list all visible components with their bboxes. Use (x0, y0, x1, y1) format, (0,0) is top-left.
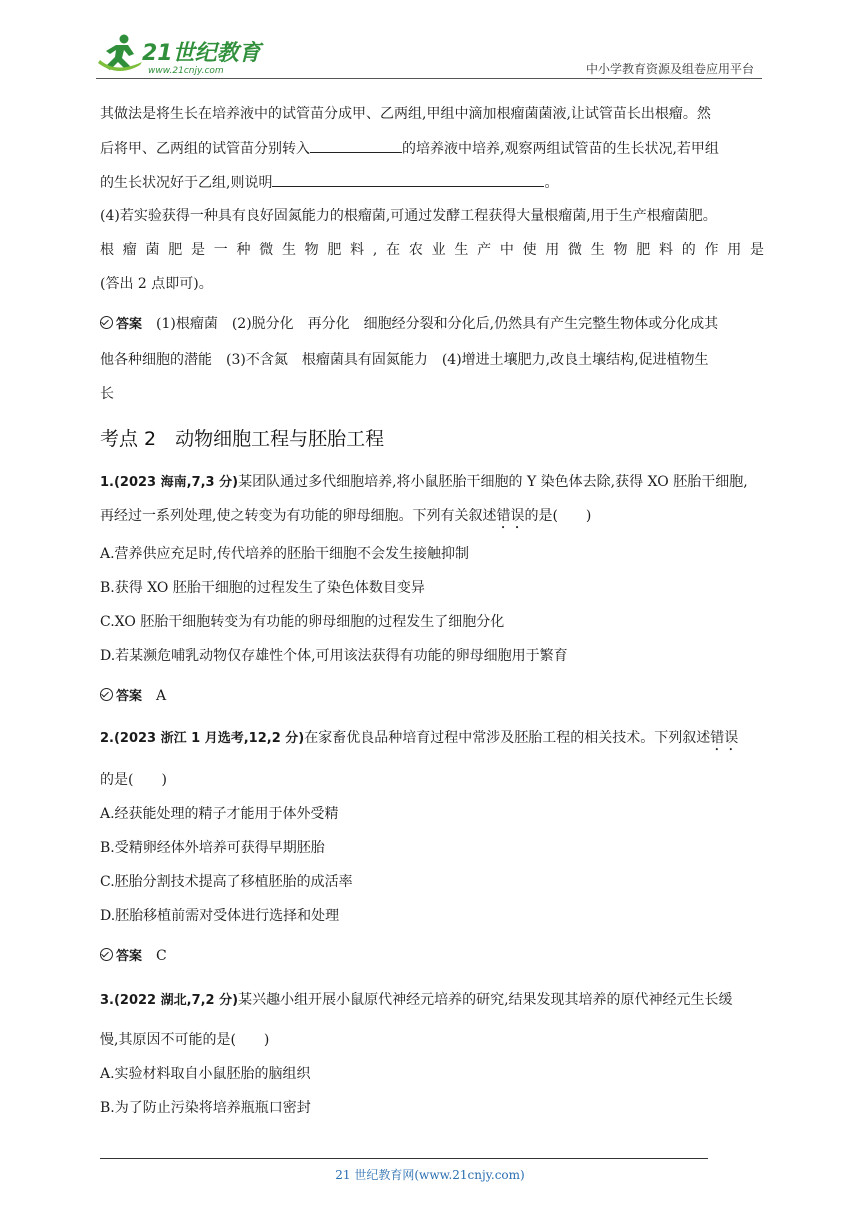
q4-line2: 根瘤菌肥是一种微生物肥料,在农业生产中使用微生物肥料的作用是 (100, 242, 764, 258)
answer-block-q2 (100, 946, 764, 967)
question-2-stem: 2.(2023 浙江 1 月选考,12,2 分)在家畜优良品种培育过程中常涉及胚胎工程的相关技术。下列叙述错误 (100, 730, 739, 746)
answer-blank-1[interactable] (310, 138, 402, 153)
answer-1-line2: 他各种细胞的潜能 (3)不含氮 根瘤菌具有固氮能力 (4)增进土壤肥力,改良土壤结构,促进植物生 (100, 352, 709, 368)
answer-1-line3: 长 (100, 386, 114, 402)
question-1-stem2: 再经过一系列处理,使之转变为有功能的卵母细胞。下列有关叙述错误的是( ) (100, 508, 592, 524)
q3-line2 (100, 138, 764, 159)
footer-divider (100, 1158, 708, 1159)
question-3-source: 3.(2022 湖北,7,2 分) (100, 993, 239, 1008)
site-logo (96, 30, 266, 78)
answer-label: 答案 (100, 949, 142, 964)
question-3-stem2: 慢,其原因不可能的是( ) (100, 1032, 270, 1048)
check-icon (100, 948, 113, 961)
logo-text: 21世纪教育 (142, 41, 261, 66)
emphasis-wrong: 错误 (710, 730, 739, 746)
answer-label: 答案 (100, 317, 142, 332)
option-a[interactable]: A.营养供应充足时,传代培养的胚胎干细胞不会发生接触抑制 (100, 546, 470, 562)
q3-line2-a: 后将甲、乙两组的试管苗分别转入 (100, 141, 310, 157)
answer-label: 答案 (100, 689, 142, 704)
q3-line2-b: 的培养液中培养,观察两组试管苗的生长状况,若甲组 (402, 141, 719, 157)
page-header (96, 30, 762, 80)
option-b[interactable]: B.为了防止污染将培养瓶瓶口密封 (100, 1100, 311, 1116)
logo-url: www.21cnjy.com (148, 66, 224, 76)
q3-line1: 其做法是将生长在培养液中的试管苗分成甲、乙两组,甲组中滴加根瘤菌菌液,让试管苗长出根瘤。然 (100, 106, 711, 122)
option-a[interactable]: A.实验材料取自小鼠胚胎的脑组织 (100, 1066, 311, 1082)
option-d[interactable]: D.胚胎移植前需对受体进行选择和处理 (100, 908, 340, 924)
answer-value: C (156, 948, 167, 964)
answer-value: A (156, 688, 167, 704)
option-c[interactable]: C.XO 胚胎干细胞转变为有功能的卵母细胞的过程发生了细胞分化 (100, 614, 505, 630)
question-2-stem2: 的是( ) (100, 772, 167, 788)
answer-blank-2[interactable] (272, 172, 544, 187)
platform-name: 中小学教育资源及组卷应用平台 (585, 62, 754, 76)
option-b[interactable]: B.受精卵经体外培养可获得早期胚胎 (100, 840, 325, 856)
check-icon (100, 688, 113, 701)
option-d[interactable]: D.若某濒危哺乳动物仅存雄性个体,可用该法获得有功能的卵母细胞用于繁育 (100, 648, 568, 664)
section-title: 考点 2 动物细胞工程与胚胎工程 (100, 428, 385, 450)
check-icon (100, 316, 113, 329)
question-2-source: 2.(2023 浙江 1 月选考,12,2 分) (100, 731, 305, 746)
q4-line1: (4)若实验获得一种具有良好固氮能力的根瘤菌,可通过发酵工程获得大量根瘤菌,用于生产根瘤菌肥。 (100, 208, 717, 224)
question-1-stem: 1.(2023 海南,7,3 分)某团队通过多代细胞培养,将小鼠胚胎干细胞的 Y 染色体去除,获得 XO 胚胎干细胞, (100, 474, 748, 490)
q4-line3: (答出 2 点即可)。 (100, 276, 213, 292)
answer-1-line1: (1)根瘤菌 (2)脱分化 再分化 细胞经分裂和分化后,仍然具有产生完整生物体或分化成其 (156, 316, 719, 332)
header-divider (96, 78, 762, 79)
option-b[interactable]: B.获得 XO 胚胎干细胞的过程发生了染色体数目变异 (100, 580, 425, 596)
option-c[interactable]: C.胚胎分割技术提高了移植胚胎的成活率 (100, 874, 353, 890)
option-a[interactable]: A.经获能处理的精子才能用于体外受精 (100, 806, 339, 822)
q3-line3-a: 的生长状况好于乙组,则说明 (100, 175, 273, 191)
q3-line3-b: 。 (544, 175, 559, 191)
question-3-stem: 3.(2022 湖北,7,2 分)某兴趣小组开展小鼠原代神经元培养的研究,结果发现其培养的原代神经元生长缓 (100, 992, 733, 1008)
emphasis-wrong: 错误 (496, 508, 525, 524)
question-1-source: 1.(2023 海南,7,3 分) (100, 475, 239, 490)
answer-block-1 (100, 314, 764, 335)
q3-line3 (100, 172, 764, 193)
answer-block-q1 (100, 686, 764, 707)
footer-text[interactable]: 21 世纪教育网(www.21cnjy.com) (335, 1168, 525, 1182)
